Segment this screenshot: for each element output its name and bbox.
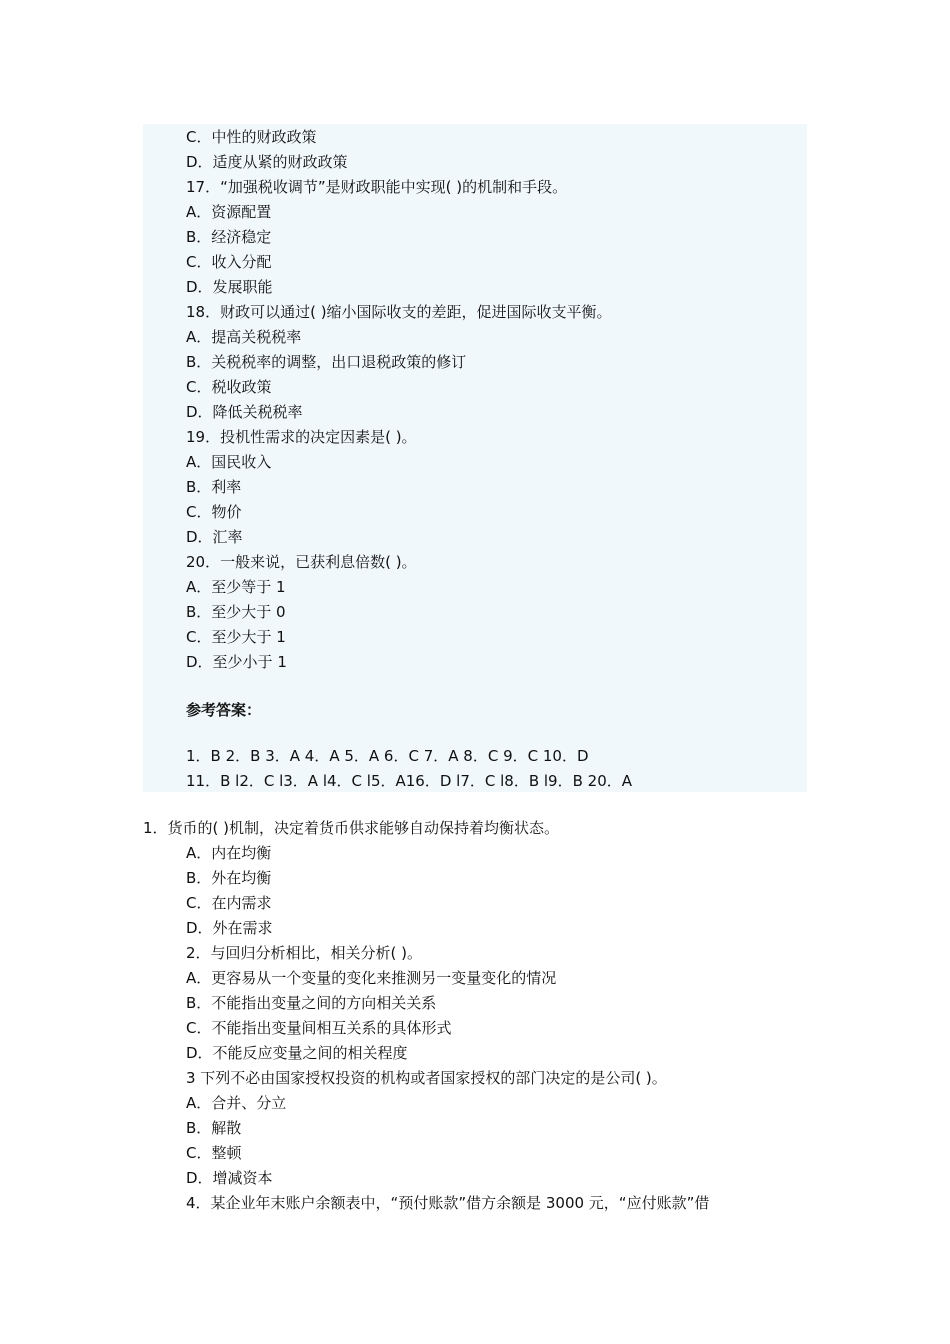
option-line: D．增减资本 xyxy=(186,1169,273,1187)
option-line: C．物价 xyxy=(186,503,242,521)
answer-line: 1．B 2．B 3．A 4．A 5．A 6．C 7．A 8．C 9．C 10．D xyxy=(186,747,589,765)
option-line: C．至少大于 1 xyxy=(186,628,286,646)
option-line: C．不能指出变量间相互关系的具体形式 xyxy=(186,1019,452,1037)
question-line: 1．货币的( )机制，决定着货币供求能够自动保持着均衡状态。 xyxy=(143,819,560,837)
option-line: A．合并、分立 xyxy=(186,1094,287,1112)
question-line: 4．某企业年末账户余额表中，“预付账款”借方余额是 3000 元，“应付账款”借 xyxy=(186,1194,710,1212)
option-line: B．经济稳定 xyxy=(186,228,272,246)
option-line: D．适度从紧的财政政策 xyxy=(186,153,348,171)
option-line: A．至少等于 1 xyxy=(186,578,286,596)
question-line: 19．投机性需求的决定因素是( )。 xyxy=(186,428,417,446)
option-line: A．内在均衡 xyxy=(186,844,272,862)
question-line: 20．一般来说，已获利息倍数( )。 xyxy=(186,553,417,571)
option-line: D．至少小于 1 xyxy=(186,653,287,671)
option-line: B．利率 xyxy=(186,478,242,496)
option-line: C．中性的财政政策 xyxy=(186,128,317,146)
option-line: D．发展职能 xyxy=(186,278,273,296)
answer-heading: 参考答案： xyxy=(186,701,262,719)
option-line: A．资源配置 xyxy=(186,203,272,221)
option-line: D．汇率 xyxy=(186,528,243,546)
option-line: B．关税税率的调整，出口退税政策的修订 xyxy=(186,353,467,371)
option-line: C．收入分配 xyxy=(186,253,272,271)
option-line: A．提高关税税率 xyxy=(186,328,302,346)
option-line: D．外在需求 xyxy=(186,919,273,937)
option-line: A．更容易从一个变量的变化来推测另一变量变化的情况 xyxy=(186,969,557,987)
option-line: A．国民收入 xyxy=(186,453,272,471)
option-line: C．在内需求 xyxy=(186,894,272,912)
option-line: B．外在均衡 xyxy=(186,869,272,887)
option-line: D．降低关税税率 xyxy=(186,403,303,421)
answer-line: 11．B l2．C l3．A l4．C l5．A16．D l7．C l8．B l9．B 20．A xyxy=(186,772,633,790)
question-line: 17．“加强税收调节”是财政职能中实现( )的机制和手段。 xyxy=(186,178,568,196)
option-line: B．至少大于 0 xyxy=(186,603,286,621)
question-line: 2．与回归分析相比，相关分析( )。 xyxy=(186,944,423,962)
option-line: C．税收政策 xyxy=(186,378,272,396)
option-line: B．不能指出变量之间的方向相关关系 xyxy=(186,994,437,1012)
question-line: 3 下列不必由国家授权投资的机构或者国家授权的部门决定的是公司( )。 xyxy=(186,1069,667,1087)
question-line: 18．财政可以通过( )缩小国际收支的差距，促进国际收支平衡。 xyxy=(186,303,612,321)
option-line: C．整顿 xyxy=(186,1144,242,1162)
option-line: D．不能反应变量之间的相关程度 xyxy=(186,1044,408,1062)
option-line: B．解散 xyxy=(186,1119,242,1137)
